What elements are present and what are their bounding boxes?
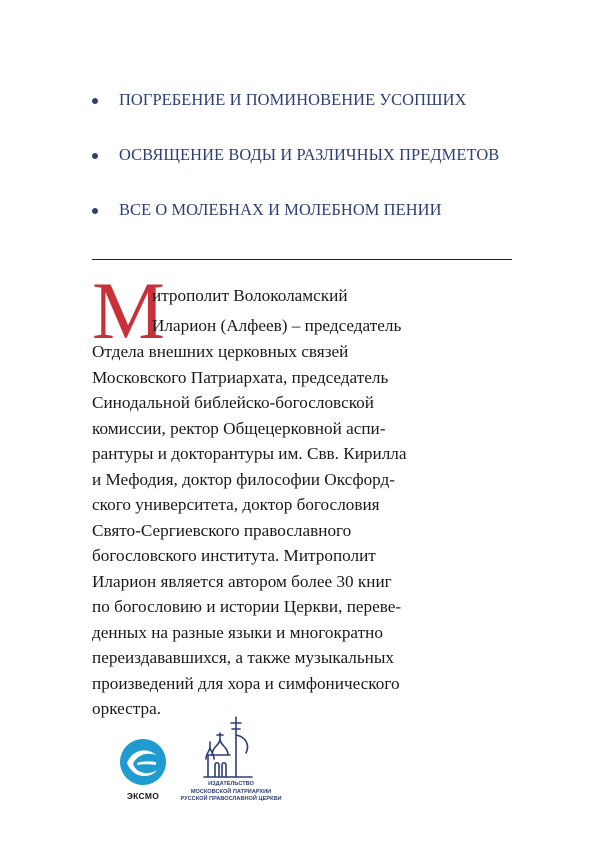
bio-line: денных на разные языки и многократно xyxy=(92,623,383,642)
eksmo-logo-icon xyxy=(118,737,168,787)
bio-line: и Мефодия, доктор философии Оксфорд- xyxy=(92,470,396,489)
bullet-dot-icon xyxy=(92,98,98,104)
bullet-dot-icon xyxy=(92,208,98,214)
topic-text: ПОГРЕБЕНИЕ И ПОМИНОВЕНИЕ УСОПШИХ xyxy=(119,90,467,109)
bio-line: Иларион (Алфеев) – председатель xyxy=(152,316,402,335)
bio-line: итрополит Волоколамский xyxy=(152,286,348,305)
bullet-dot-icon xyxy=(92,153,98,159)
publisher-line: ИЗДАТЕЛЬСТВО xyxy=(208,781,254,787)
bio-line: переиздававшихся, а также музыкальных xyxy=(92,648,395,667)
topic-text: ВСЕ О МОЛЕБНАХ И МОЛЕБНОМ ПЕНИИ xyxy=(119,200,442,219)
publisher-wordmark xyxy=(176,781,286,804)
topic-text: ОСВЯЩЕНИЕ ВОДЫ И РАЗЛИЧНЫХ ПРЕДМЕТОВ xyxy=(119,145,500,164)
bio-line: богословского института. Митрополит xyxy=(92,546,376,565)
publisher-line: МОСКОВСКОЙ ПАТРИАРХИИ xyxy=(190,788,272,795)
bio-line: ского университета, доктор богословия xyxy=(92,495,380,514)
publisher-logos xyxy=(118,715,288,815)
bio-line: оркестра. xyxy=(92,699,162,718)
eksmo-wordmark: ЭКСМО xyxy=(126,791,160,801)
bio-line: рантуры и докторантуры им. Свв. Кирилла xyxy=(92,444,407,463)
publisher-line: РУССКОЙ ПРАВОСЛАВНОЙ ЦЕРКВИ xyxy=(180,796,282,802)
bio-line: по богословию и истории Церкви, переве- xyxy=(92,597,402,616)
divider-line xyxy=(92,259,512,260)
bio-line: Иларион является автором более 30 книг xyxy=(92,572,392,591)
bio-line: Синодальной библейско-богословской xyxy=(92,393,374,412)
bio-line: произведений для хора и симфонического xyxy=(92,674,400,693)
bio-line: Свято-Сергиевского православного xyxy=(92,521,352,540)
topic-list xyxy=(92,90,562,255)
bio-line: Отдела внешних церковных связей xyxy=(92,342,349,361)
bio-line: комиссии, ректор Общецерковной аспи- xyxy=(92,419,386,438)
topic-item xyxy=(92,145,562,200)
drop-cap: М xyxy=(92,265,165,356)
topic-item xyxy=(92,200,562,255)
church-logo-icon xyxy=(200,715,258,779)
topic-item xyxy=(92,90,562,145)
bio-line: Московского Патриархата, председатель xyxy=(92,368,389,387)
